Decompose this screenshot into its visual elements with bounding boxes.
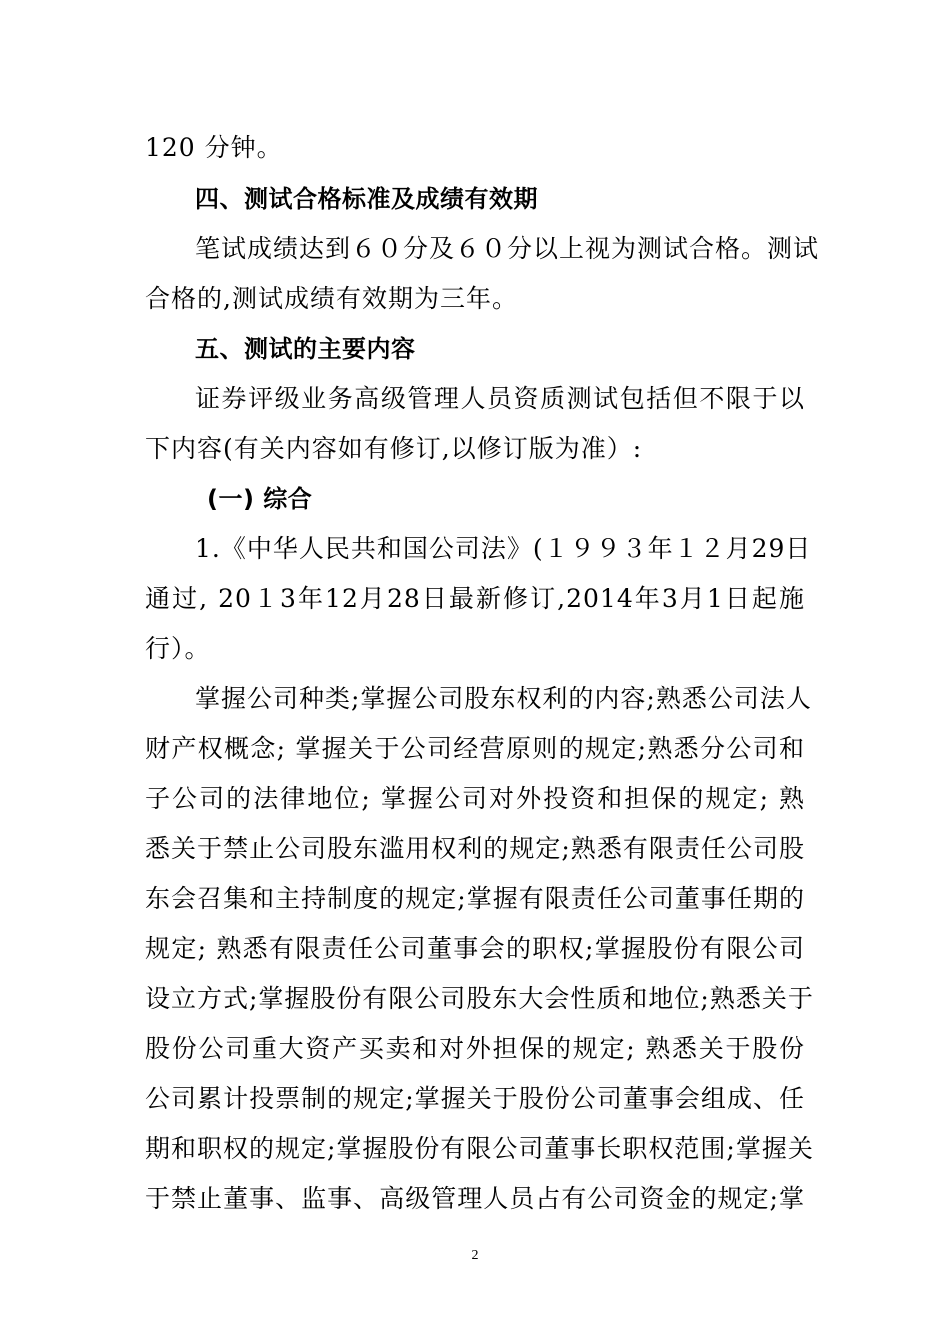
paragraph-line: 通过, 20１3年12月28日最新修订,2014年3月1日起施	[145, 584, 805, 613]
paragraph-line: 1.《中华人民共和国公司法》(１９９３年１２月29日	[195, 534, 812, 563]
text-line-continuation: 120 分钟。	[145, 133, 283, 162]
section-heading-4: 四、测试合格标准及成绩有效期	[195, 185, 538, 213]
paragraph-line: 东会召集和主持制度的规定;掌握有限责任公司董事任期的	[145, 884, 805, 913]
subsection-heading-general: (一) 综合	[207, 485, 313, 513]
paragraph-line: 设立方式;掌握股份有限公司股东大会性质和地位;熟悉关于	[145, 984, 814, 1013]
paragraph-line: 下内容(有关内容如有修订,以修订版为准）:	[145, 434, 643, 463]
page-number: 2	[471, 1248, 479, 1263]
paragraph-line: 股份公司重大资产买卖和对外担保的规定; 熟悉关于股份	[145, 1034, 805, 1063]
paragraph-line: 行）。	[145, 634, 211, 663]
paragraph-line: 掌握公司种类;掌握公司股东权利的内容;熟悉公司法人	[195, 684, 812, 713]
paragraph-line: 财产权概念; 掌握关于公司经营原则的规定;熟悉分公司和	[145, 734, 805, 763]
paragraph-line: 规定; 熟悉有限责任公司董事会的职权;掌握股份有限公司	[145, 934, 805, 963]
paragraph-line: 笔试成绩达到６０分及６０分以上视为测试合格。测试	[195, 234, 820, 263]
paragraph-line: 子公司的法律地位; 掌握公司对外投资和担保的规定; 熟	[145, 784, 805, 813]
section-heading-5: 五、测试的主要内容	[195, 335, 416, 363]
paragraph-line: 期和职权的规定;掌握股份有限公司董事长职权范围;掌握关	[145, 1134, 814, 1163]
paragraph-line: 合格的,测试成绩有效期为三年。	[145, 284, 518, 313]
paragraph-line: 证券评级业务高级管理人员资质测试包括但不限于以	[195, 384, 805, 413]
paragraph-line: 公司累计投票制的规定;掌握关于股份公司董事会组成、任	[145, 1084, 805, 1113]
paragraph-line: 悉关于禁止公司股东滥用权利的规定;熟悉有限责任公司股	[145, 834, 805, 863]
paragraph-line: 于禁止董事、监事、高级管理人员占有公司资金的规定;掌	[145, 1184, 805, 1213]
